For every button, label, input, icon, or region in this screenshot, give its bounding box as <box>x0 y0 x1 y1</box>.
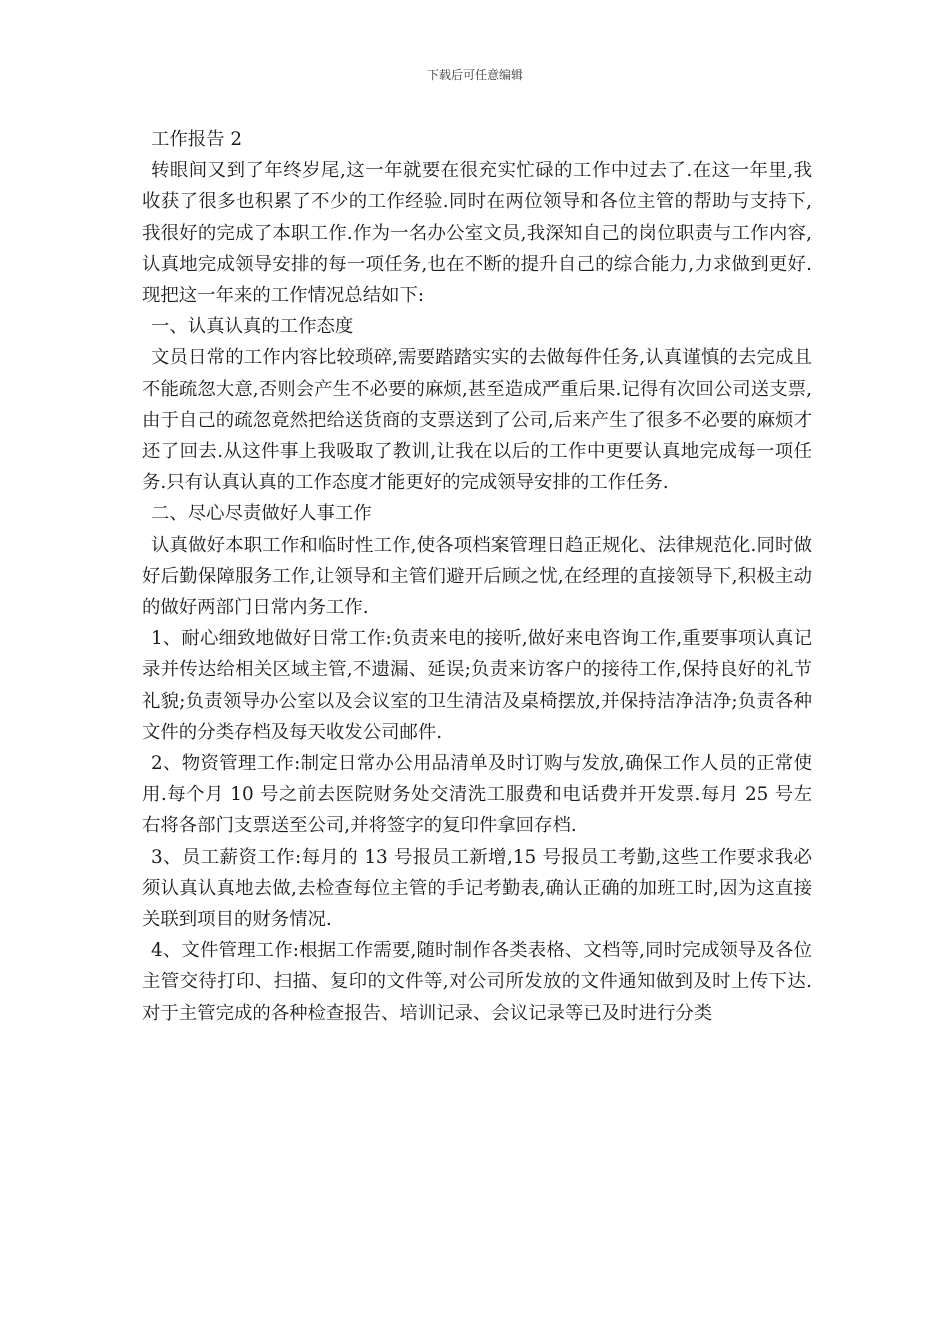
list-item-3: 3、员工薪资工作:每月的 13 号报员工新增,15 号报员工考勤,这些工作要求我必须认真认真地去做,去检查每位主管的手记考勤表,确认正确的加班工时,因为这直接关联到项目的财务情况. <box>142 846 812 931</box>
report-title: 工作报告 2 <box>151 129 243 150</box>
section-heading-2: 二、尽心尽责做好人事工作 <box>151 503 372 525</box>
header-note: 下载后可任意编辑 <box>426 68 523 82</box>
paragraph-section-1: 文员日常的工作内容比较琐碎,需要踏踏实实的去做每件任务,认真谨慎的去完成且不能疏忽大意,否则会产生不必要的麻烦,甚至造成严重后果.记得有次回公司送支票,由于自己的疏忽竟然把给送货商的支票送到了公司,后来产生了很多不必要的麻烦才还了回去.从这件事上我吸取了教训,让我在以后的工作中更要认真地完成每一项任务.只有认真认真的工作态度才能更好的完成领导安排的工作任务. <box>142 347 812 494</box>
list-item-4: 4、文件管理工作:根据工作需要,随时制作各类表格、文档等,同时完成领导及各位主管交待打印、扫描、复印的文件等,对公司所发放的文件通知做到及时上传下达.对于主管完成的各种检查报告、培训记录、会议记录等已及时进行分类 <box>142 940 812 1024</box>
paragraph-intro: 转眼间又到了年终岁尾,这一年就要在很充实忙碌的工作中过去了.在这一年里,我收获了很多也积累了不少的工作经验.同时在两位领导和各位主管的帮助与支持下,我很好的完成了本职工作.作为一名办公室文员,我深知自己的岗位职责与工作内容,认真地完成领导安排的每一项任务,也在不断的提升自己的综合能力,力求做到更好.现把这一年来的工作情况总结如下: <box>142 160 812 307</box>
list-item-1: 1、耐心细致地做好日常工作:负责来电的接听,做好来电咨询工作,重要事项认真记录并传达给相关区域主管,不遗漏、延误;负责来访客户的接待工作,保持良好的礼节礼貌;负责领导办公室以及会议室的卫生清洁及桌椅摆放,并保持洁净洁净;负责各种文件的分类存档及每天收发公司邮件. <box>142 628 812 743</box>
section-heading-1: 一、认真认真的工作态度 <box>151 316 354 338</box>
paragraph-section-2: 认真做好本职工作和临时性工作,使各项档案管理日趋正规化、法律规范化.同时做好后勤保障服务工作,让领导和主管们避开后顾之忧,在经理的直接领导下,积极主动的做好两部门日常内务工作. <box>142 534 812 619</box>
document-body <box>142 124 812 1029</box>
list-item-2: 2、物资管理工作:制定日常办公用品清单及时订购与发放,确保工作人员的正常使用.每个月 10 号之前去医院财务处交清洗工服费和电话费并开发票.每月 25 号左右将各部门支票送至公司,并将签字的复印件拿回存档. <box>142 753 812 837</box>
